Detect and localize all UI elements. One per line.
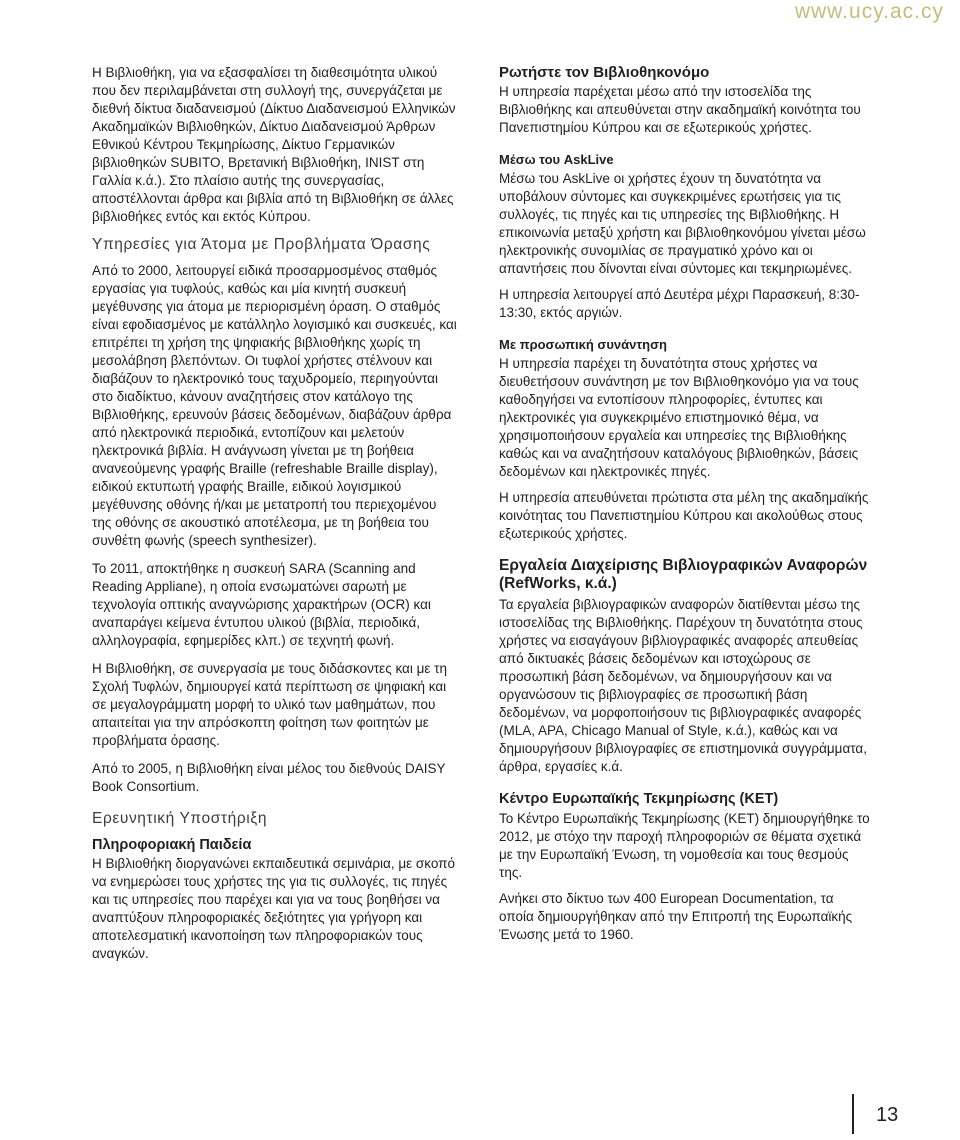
info-literacy-paragraph: Η Βιβλιοθήκη διοργανώνει εκπαιδευτικά σεμινάρια, με σκοπό να ενημερώσει τους χρήστες της για τις συλλογές, τις πηγές και τις υπηρεσίες που παρέχει και για να τους βοηθήσει να αναπτύξουν πληροφοριακές δεξιότητες για γρήγορη και αποτελεσματική ικανοποίηση των πληροφοριακών τους αναγκών. — [92, 856, 455, 961]
page-number: 13 — [876, 1104, 899, 1126]
page-number-divider — [852, 1094, 854, 1134]
edc-paragraph-1: Το Κέντρο Ευρωπαϊκής Τεκμηρίωσης (ΚΕΤ) δημιουργήθηκε το 2012, με στόχο την παροχή πληροφοριών σε θέματα σχετικά με την Ευρωπαϊκή Ένωση, τη νομοθεσία και τους θεσμούς της. — [499, 811, 870, 880]
info-literacy-heading: Πληροφοριακή Παιδεία — [92, 837, 252, 853]
asklive-heading: Μέσω του AskLive — [499, 152, 614, 167]
edc-heading: Κέντρο Ευρωπαϊκής Τεκμηρίωσης (ΚΕΤ) — [499, 791, 779, 807]
asklive-paragraph-2: Η υπηρεσία λειτουργεί από Δευτέρα μέχρι Παρασκευή, 8:30-13:30, εκτός αργιών. — [499, 287, 860, 320]
personal-meeting-paragraph-1: Η υπηρεσία παρέχει τη δυνατότητα στους χρήστες να διευθετήσουν συνάντηση με τον Βιβλιοθηκονόμο για να τους καθοδηγήσει να εντοπίσουν πληροφορίες, έντυπες και ηλεκτρονικές για συγκεκριμένο επιστημονικό θέμα, να χρησιμοποιήσουν εργαλεία και υπηρεσίες της Βιβλιοθήκης καθώς και να αναζητήσουν καταλόγους βιβλιοθηκών, βάσεις δεδομένων και ηλεκτρονικές πηγές. — [499, 356, 859, 479]
personal-meeting-heading: Με προσωπική συνάντηση — [499, 337, 667, 352]
vision-paragraph-2: Το 2011, αποκτήθηκε η συσκευή SARA (Scanning and Reading Appliane), η οποία ενσωματώνει σαρωτή με τεχνολογία οπτικής αναγνώρισης χαρακτήρων (OCR) και αναπαράγει κείμενα έντυπου υλικού (βιβλία, περιοδικά, αλληλογραφία, εφημερίδες κλπ.) σε τεχνητή φωνή. — [92, 561, 431, 648]
vision-paragraph-1: Από το 2000, λειτουργεί ειδικά προσαρμοσμένος σταθμός εργασίας για τυφλούς, καθώς και μία κινητή συσκευή μεγέθυνσης για άτομα με περιορισμένη όραση. Ο σταθμός είναι εφοδιασμένος με κατάλληλο λογισμικό και συσκευές, και επιτρέπει τη χρήση της ψηφιακής βιβλιοθήκης χωρίς τη μεσολάβηση βλεπόντων. Οι τυφλοί χρήστες στέλνουν και διαβάζουν το ηλεκτρονικό τους ταχυδρομείο, περιηγούνται στο διαδίκτυο, κάνουν αναζητήσεις στον κατάλογο της Βιβλιοθήκης, ερευνούν βάσεις δεδομένων, διαβάζουν άρθρα από ηλεκτρονικά περιοδικά, εντοπίζουν και μελετούν ηλεκτρονικά βιβλία. Η ανάγνωση γίνεται με τη βοήθεια ανανεούμενης γραφής Braille (refreshable Braille display), ειδικού εκτυπωτή γραφής Braille, ειδικού λογισμικού μεγέθυνσης οθόνης ή/και με μετατροπή του περιεχομένου της οθόνης σε ακουστικό αποτέλεσμα, με τη βοήθεια του συνθέτη φωνής (speech synthesizer). — [92, 263, 457, 548]
refworks-paragraph: Τα εργαλεία βιβλιογραφικών αναφορών διατίθενται μέσω της ιστοσελίδας της Βιβλιοθήκης. Παρέχουν τη δυνατότητα στους χρήστες να εισαγάγουν βιβλιογραφικές αναφορές απευθείας από δικτυακές βάσεις δεδομένων και ιστοχώρους σε προσωπική βάση δεδομένων, να δημιουργήσουν και να οργανώσουν τις βιβλιογραφίες σε προσωπική βάση δεδομένων, να μορφοποιήσουν τις βιβλιογραφικές αναφορές (MLA, APA, Chicago Manual of Style, κ.ά.), καθώς και να δημιουργήσουν βιβλιογραφίες σε επιστημονικά συγγράμματα, άρθρα, εργασίες κ.ά. — [499, 597, 867, 774]
vision-paragraph-3: Η Βιβλιοθήκη, σε συνεργασία με τους διδάσκοντες και με τη Σχολή Τυφλών, δημιουργεί κατά περίπτωση σε ψηφιακή και σε μεγαλογράμματη μορφή το υλικό των μαθημάτων, που απαιτείται για την απρόσκοπτη φοίτηση των φοιτητών με προβλήματα όρασης. — [92, 661, 447, 748]
right-column — [499, 64, 871, 954]
personal-meeting-paragraph-2: Η υπηρεσία απευθύνεται πρώτιστα στα μέλη της ακαδημαϊκής κοινότητας του Πανεπιστημίου Κύπρου και ακολούθως στους εξωτερικούς χρήστες. — [499, 490, 869, 541]
vision-paragraph-4: Από το 2005, η Βιβλιοθήκη είναι μέλος του διεθνούς DAISY Book Consortium. — [92, 761, 446, 794]
intro-paragraph: Η Βιβλιοθήκη, για να εξασφαλίσει τη διαθεσιμότητα υλικού που δεν περιλαμβάνεται στη συλλογή της, συνεργάζεται με διεθνή δίκτυα διαδανεισμού (Δίκτυο Διαδανεισμού Ελληνικών Ακαδημαϊκών Βιβλιοθηκών, Δίκτυο Διαδανεισμού Άρθρων Εθνικού Κέντρου Τεκμηρίωσης, Δίκτυο Γερμανικών βιβλιοθηκών SUBITO, Βρετανική Βιβλιοθήκη, INIST στη Γαλλία κ.ά.). Στο πλαίσιο αυτής της συνεργασίας, αποστέλλονται άρθρα και βιβλία από τη Βιβλιοθήκη σε άλλες βιβλιοθήκες εντός και εκτός Κύπρου. — [92, 65, 456, 224]
edc-paragraph-2: Ανήκει στο δίκτυο των 400 European Documentation, τα οποία δημιουργήθηκαν από την Επιτροπή της Ευρωπαϊκής Ένωσης μετά το 1960. — [499, 891, 853, 942]
ask-librarian-paragraph: Η υπηρεσία παρέχεται μέσω από την ιστοσελίδα της Βιβλιοθήκης και απευθύνεται στην ακαδημαϊκή κοινότητα του Πανεπιστημίου Κύπρου και σε εξωτερικούς χρήστες. — [499, 84, 861, 135]
vision-services-heading: Υπηρεσίες για Άτομα με Προβλήματα Όρασης — [92, 236, 431, 253]
refworks-heading: Εργαλεία Διαχείρισης Βιβλιογραφικών Αναφορών (RefWorks, κ.ά.) — [499, 557, 868, 592]
header-url[interactable]: www.ucy.ac.cy — [794, 0, 944, 23]
left-column — [92, 64, 458, 973]
asklive-paragraph-1: Μέσω του AskLive οι χρήστες έχουν τη δυνατότητα να υποβάλουν σύντομες και συγκεκριμένες ερωτήσεις για τις συλλογές, τις πηγές και τις υπηρεσίες της Βιβλιοθήκης. Η επικοινωνία μεταξύ χρήστη και βιβλιοθηκονόμου γίνεται μέσω ηλεκτρονικής συνομιλίας σε πραγματικό χρόνο και οι απαντήσεις που δίνονται είναι σύντομες και τεκμηριωμένες. — [499, 171, 866, 276]
research-support-heading: Ερευνητική Υποστήριξη — [92, 810, 268, 827]
ask-librarian-heading: Ρωτήστε τον Βιβλιοθηκονόμο — [499, 64, 710, 81]
